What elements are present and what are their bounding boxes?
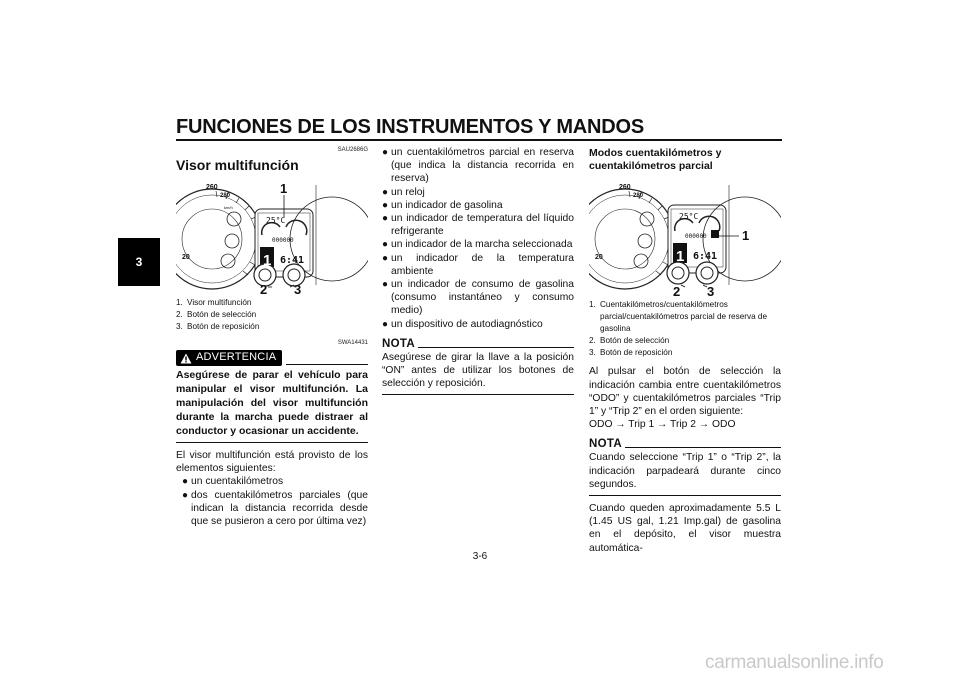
callout-2: 2 bbox=[260, 282, 268, 295]
legend-item: 1. Visor multifunción bbox=[176, 298, 252, 307]
nota-header bbox=[589, 437, 781, 451]
chapter-tab: 3 bbox=[118, 238, 160, 286]
fuel-paragraph: Cuando queden aproximadamente 5.5 L (1.45 US gal, 1.21 Imp.gal) de gasolina en el depósito, el visor muestra automática- bbox=[589, 503, 781, 554]
instrument-cluster-illustration bbox=[176, 175, 368, 295]
lcd-odometer: 000000 bbox=[272, 237, 294, 244]
legend-item: 3. Botón de reposición bbox=[176, 322, 260, 331]
mode-paragraph: Al pulsar el botón de selección la indicación cambia entre cuentakilómetros “ODO” y cuentakilómetros parciales “Trip 1” y “Trip 2” en el orden siguiente: bbox=[589, 366, 781, 418]
header-rule bbox=[176, 139, 782, 141]
instrument-figure-1 bbox=[176, 175, 368, 295]
list-item: ● un indicador de la marcha seleccionada bbox=[382, 239, 573, 251]
list-item: ● un indicador de gasolina bbox=[382, 199, 503, 211]
instrument-cluster-illustration bbox=[589, 175, 781, 297]
page-header bbox=[176, 116, 782, 138]
watermark: carmanualsonline.info bbox=[705, 652, 884, 673]
gauge-label-260: 260 bbox=[206, 184, 218, 191]
lcd-temperature: 25°C bbox=[679, 212, 699, 222]
nota-label: NOTA bbox=[589, 438, 622, 451]
callout-1: 1 bbox=[742, 228, 750, 244]
gauge-label-kmh: km/h bbox=[224, 205, 233, 210]
list-item: ● un cuentakilómetros parcial en reserva (que indica la distancia recorrida en reserva) bbox=[382, 147, 574, 185]
callout-3: 3 bbox=[294, 282, 302, 295]
nota-rule bbox=[382, 394, 574, 395]
nota-label: NOTA bbox=[382, 337, 415, 350]
nota-text: Cuando seleccione “Trip 1” o “Trip 2”, la indicación parpadeará durante cinco segundos. bbox=[589, 452, 781, 490]
nota-text: Asegúrese de girar la llave a la posición “ON” antes de utilizar los botones de selección y reposición. bbox=[382, 351, 574, 390]
mode-sequence: ODO → Trip 1 → Trip 2 → ODO bbox=[589, 419, 736, 431]
page-number: 3-6 bbox=[472, 551, 488, 562]
list-item: ● un cuentakilómetros bbox=[182, 476, 284, 488]
legend-item: 3. Botón de reposición bbox=[589, 348, 673, 358]
lcd-gear: 1 bbox=[676, 248, 685, 266]
gauge-label-280: 280 bbox=[220, 193, 231, 199]
bullet-list bbox=[382, 146, 574, 331]
gauge-label-280: 280 bbox=[633, 193, 644, 200]
warning-rule bbox=[176, 442, 368, 443]
subsection-title: Modos cuentakilómetros y cuentakilómetros parcial bbox=[589, 147, 722, 173]
warning-triangle-icon bbox=[180, 353, 192, 364]
gauge-label-20: 20 bbox=[595, 254, 603, 262]
list-item: ● un indicador de la temperatura ambiente bbox=[382, 252, 574, 277]
callout-3: 3 bbox=[707, 284, 715, 298]
warning-header bbox=[176, 350, 368, 366]
lcd-odometer: 000000 bbox=[685, 233, 707, 241]
instrument-figure-2 bbox=[589, 175, 781, 297]
list-item: ● un indicador de consumo de gasolina (consumo instantáneo y consumo medio) bbox=[382, 279, 574, 317]
legend-item: 2. Botón de selección bbox=[176, 310, 257, 319]
intro-paragraph: El visor multifunción está provisto de los elementos siguientes: bbox=[176, 450, 368, 475]
nota-header bbox=[382, 337, 574, 351]
column-2 bbox=[382, 146, 574, 401]
lcd-clock: 6:41 bbox=[280, 255, 305, 266]
callout-2: 2 bbox=[673, 284, 681, 298]
figure-1-legend bbox=[176, 297, 368, 333]
bullet-list bbox=[182, 475, 368, 528]
nota-rule bbox=[589, 495, 781, 496]
callout-1: 1 bbox=[280, 181, 288, 196]
page-title: FUNCIONES DE LOS INSTRUMENTOS Y MANDOS bbox=[176, 116, 645, 138]
legend-item: 2. Botón de selección bbox=[589, 336, 670, 346]
lcd-gear: 1 bbox=[263, 252, 272, 269]
warning-code: SWA14431 bbox=[337, 340, 368, 346]
column-1 bbox=[176, 146, 368, 528]
list-item: ● un dispositivo de autodiagnóstico bbox=[382, 318, 543, 330]
gauge-label-20: 20 bbox=[182, 254, 190, 261]
list-item: ● un indicador de temperatura del líquido refrigerante bbox=[382, 213, 574, 238]
lcd-temperature: 25°C bbox=[266, 216, 286, 225]
warning-text: Asegúrese de parar el vehículo para manipular el visor multifunción. La manipulación del visor multifunción durante la marcha puede distraer al conductor y ocasionar un accidente. bbox=[176, 369, 368, 437]
lcd-clock: 6:41 bbox=[693, 251, 718, 263]
section-title: Visor multifunción bbox=[176, 157, 299, 173]
list-item: ● un reloj bbox=[382, 186, 425, 198]
gauge-label-260: 260 bbox=[619, 184, 631, 192]
column-3 bbox=[589, 146, 781, 555]
figure-2-legend bbox=[589, 299, 781, 359]
list-item: ● dos cuentakilómetros parciales (que indican la distancia recorrida desde que se pusieron a cero por última vez) bbox=[182, 489, 368, 528]
legend-item: 1. Cuentakilómetros/cuentakilómetros parcial/cuentakilómetros parcial de reserva de gasolina bbox=[589, 300, 768, 334]
warning-badge: ADVERTENCIA bbox=[176, 350, 282, 366]
section-code: SAU2686G bbox=[337, 147, 368, 153]
